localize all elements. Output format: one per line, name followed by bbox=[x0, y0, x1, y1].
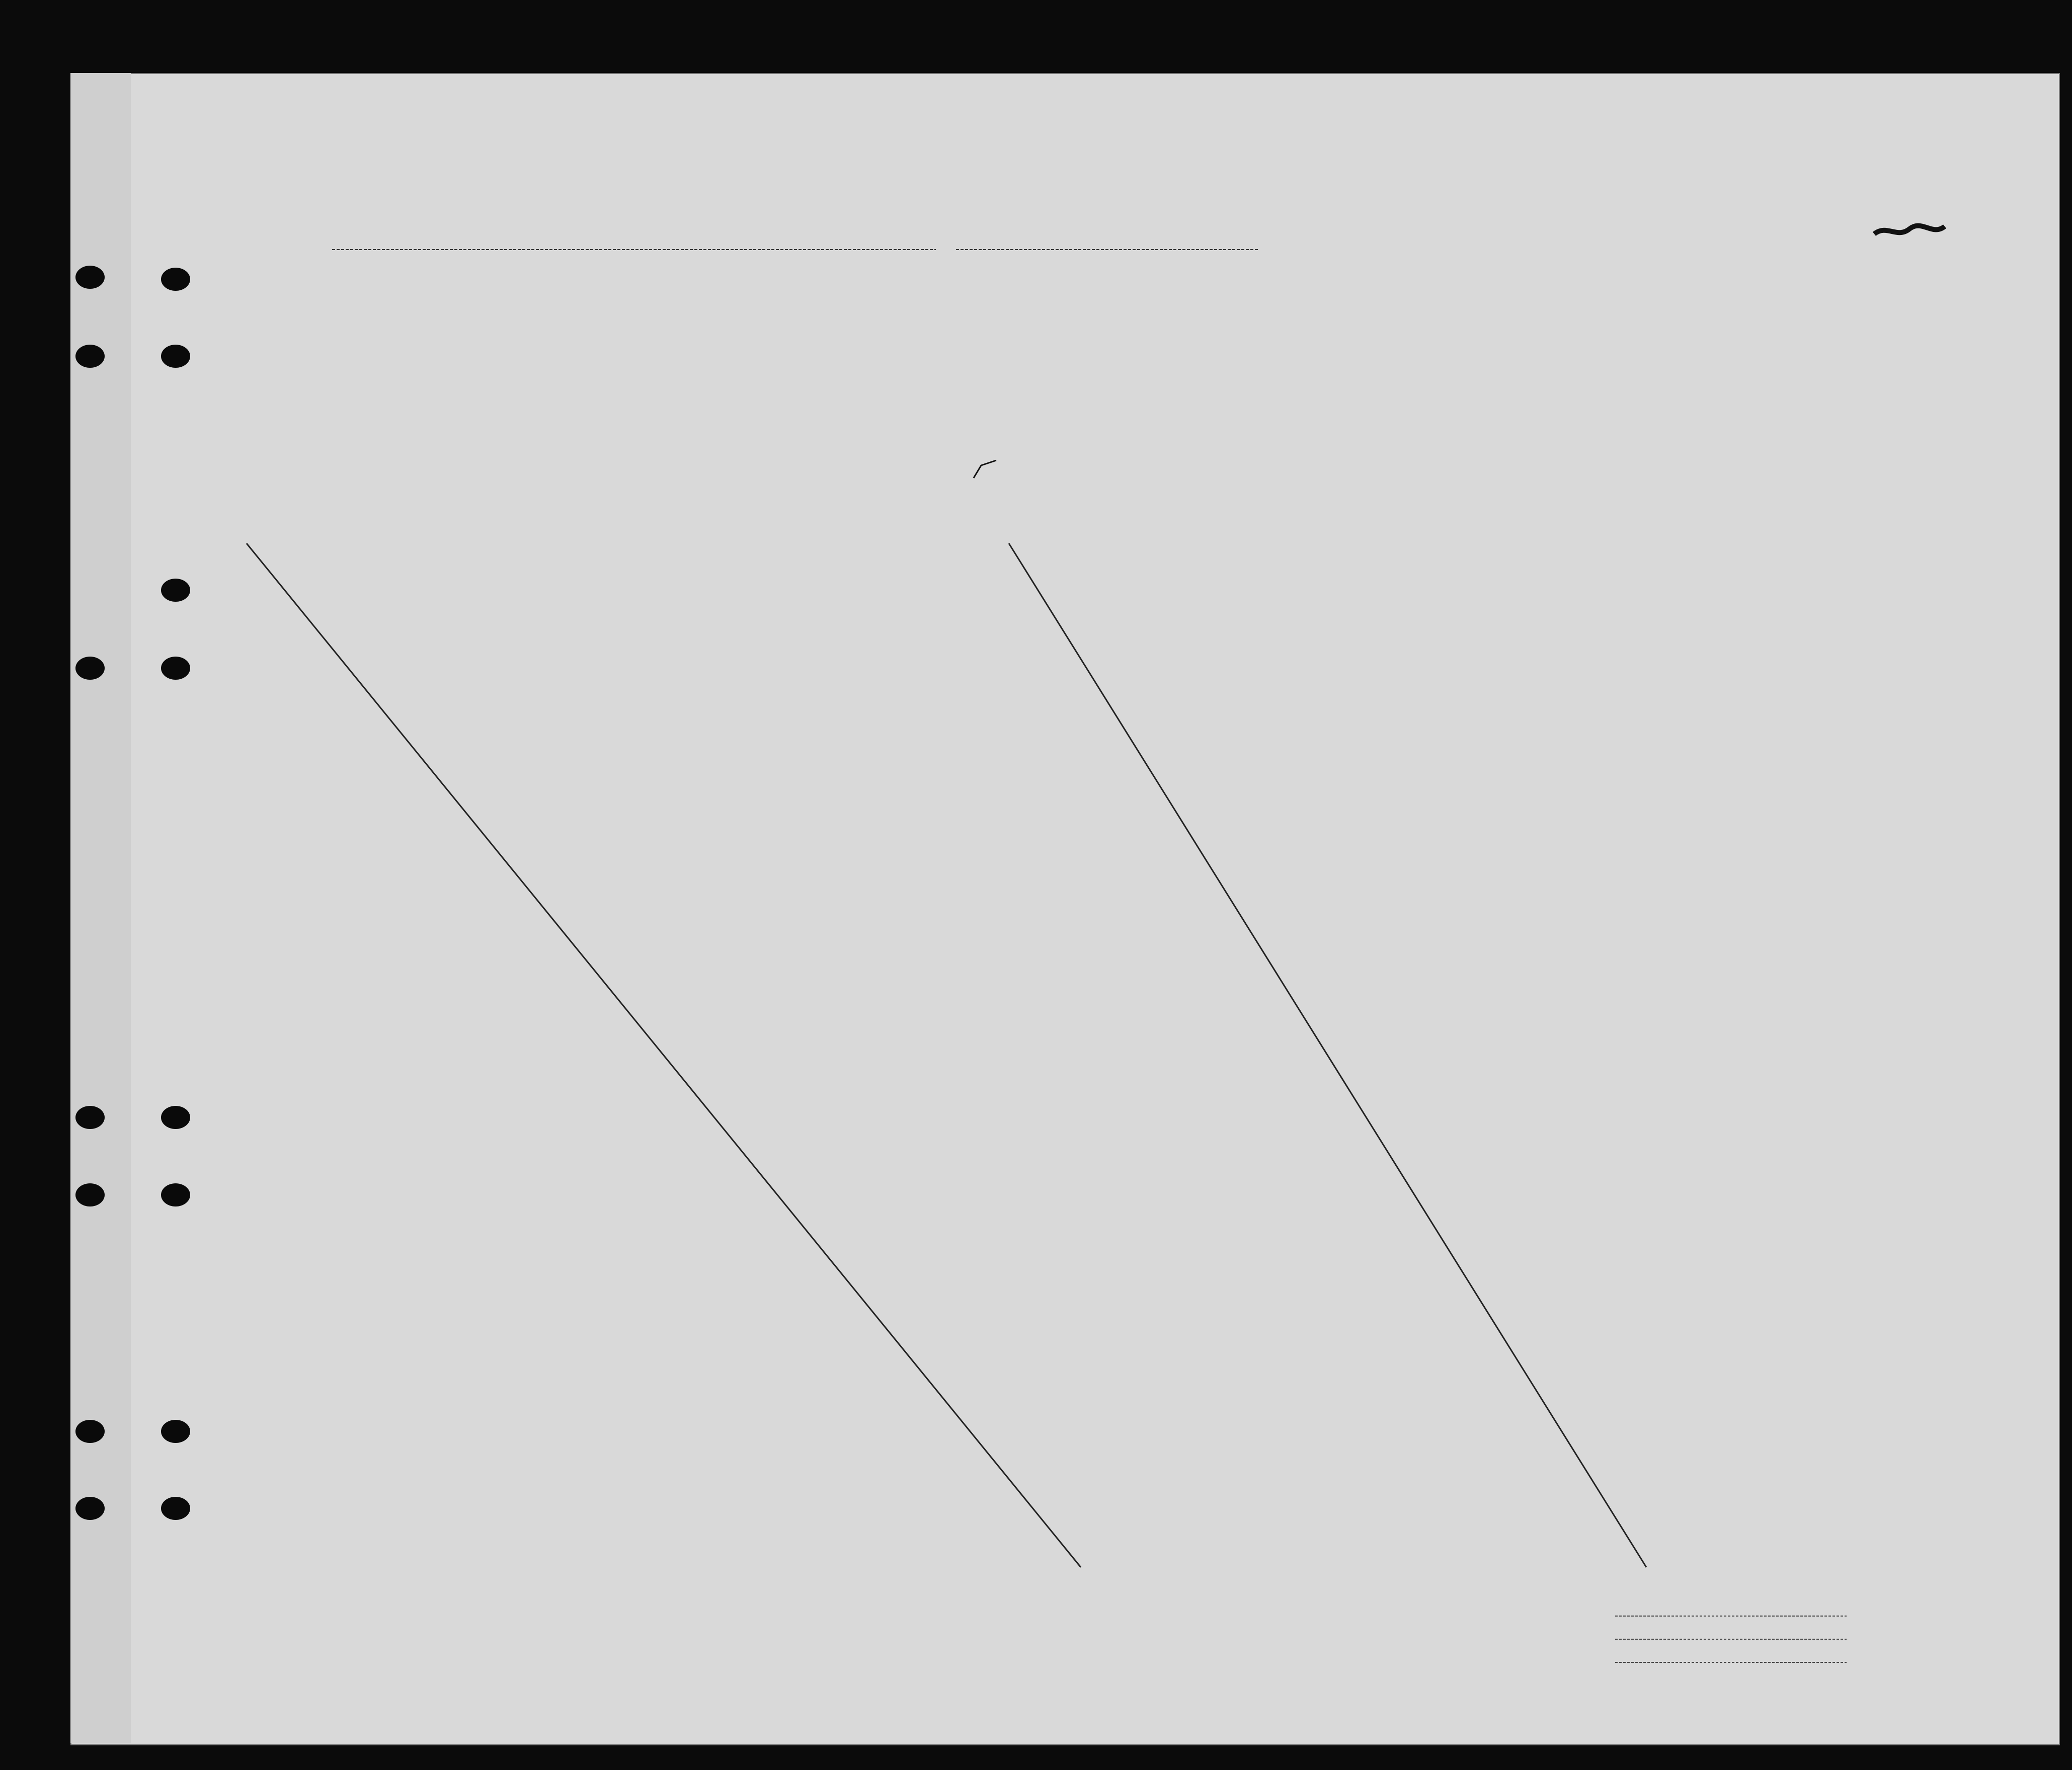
heading-q28 bbox=[1444, 314, 1497, 433]
heading-purpose-b bbox=[1281, 340, 1308, 433]
check-mark bbox=[974, 460, 996, 478]
heading-purpose-c bbox=[1316, 340, 1343, 433]
cancel-diagonal-right bbox=[1009, 543, 1646, 1567]
heading-q31 bbox=[1565, 314, 1585, 433]
heading-prison bbox=[1353, 314, 1394, 433]
footer-underlines bbox=[1615, 1614, 1847, 1664]
heading-q30 bbox=[1540, 314, 1560, 433]
cancel-diagonal-left bbox=[247, 543, 1081, 1567]
heading-q29 bbox=[1502, 314, 1535, 433]
heading-purpose-a bbox=[1240, 340, 1272, 433]
